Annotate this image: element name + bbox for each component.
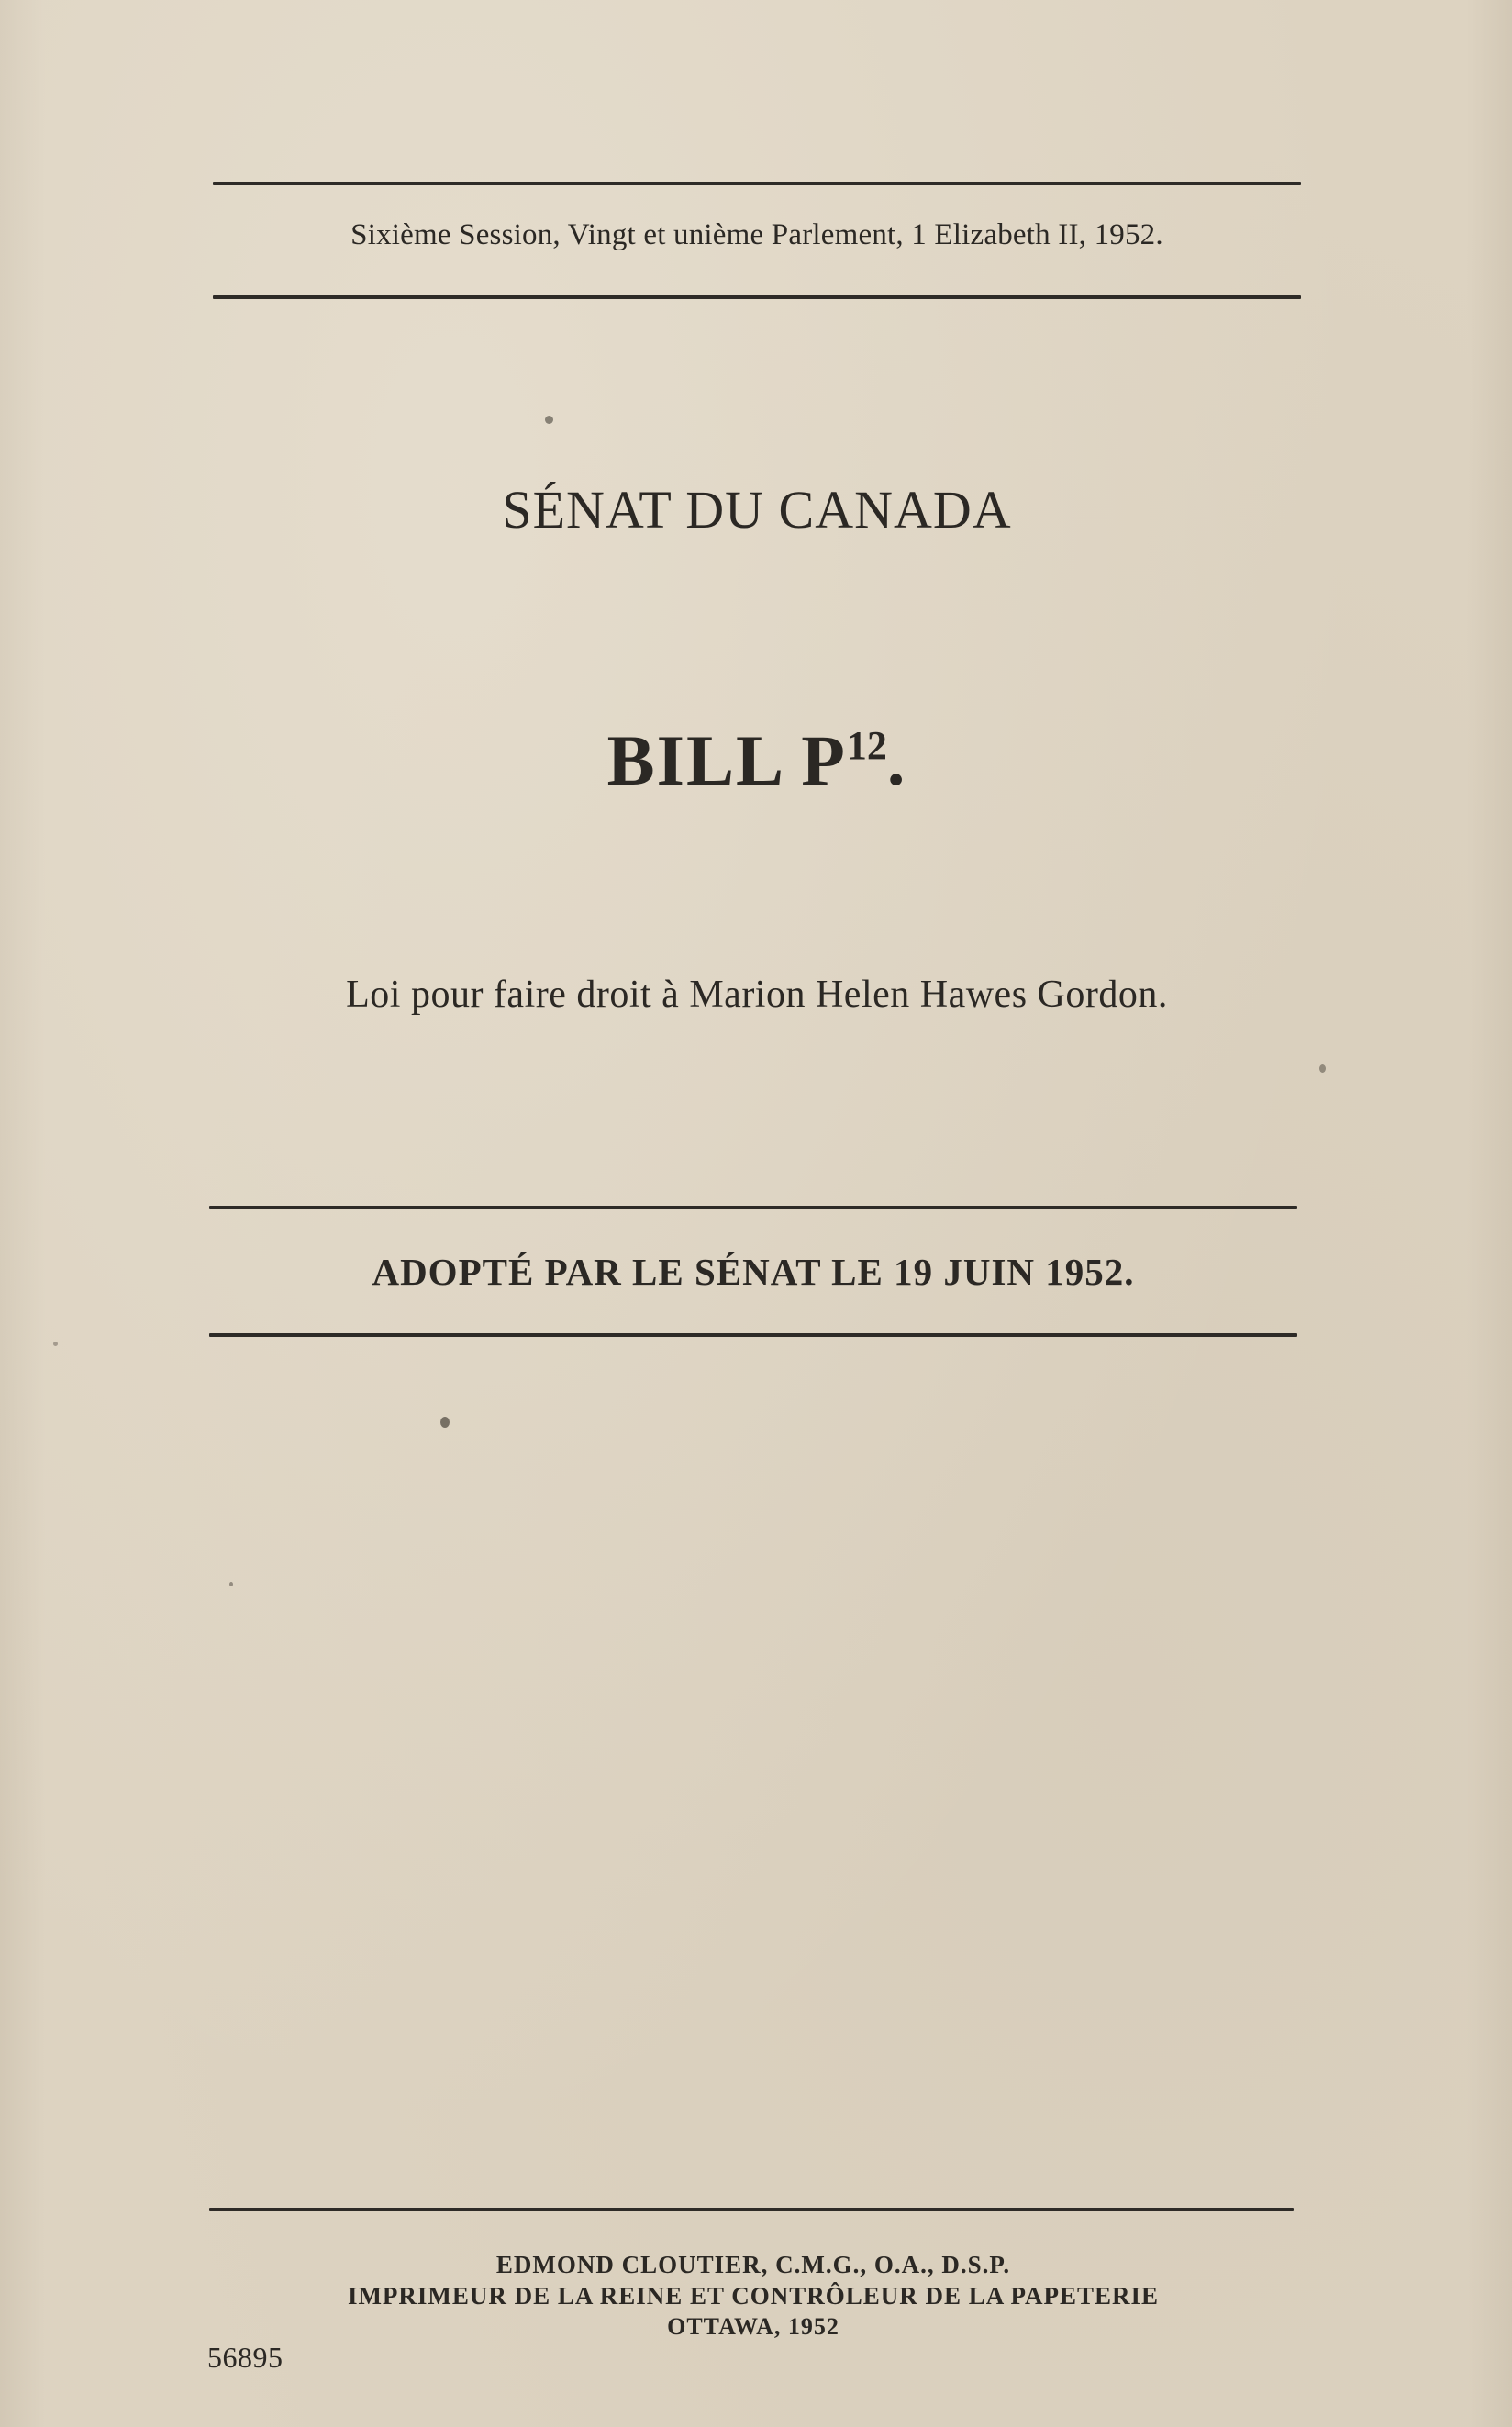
- chamber-heading: SÉNAT DU CANADA: [502, 480, 1012, 540]
- bill-suffix: .: [886, 720, 907, 800]
- top-rule-lower: [213, 295, 1301, 299]
- paper-speck: [229, 1582, 233, 1586]
- paper-speck: [440, 1417, 450, 1428]
- middle-rule-lower: [209, 1333, 1297, 1337]
- bill-label: BILL P: [606, 720, 847, 800]
- printer-office: IMPRIMEUR DE LA REINE ET CONTRÔLEUR DE LA PAPETERIE: [347, 2282, 1160, 2310]
- printer-name: EDMOND CLOUTIER, C.M.G., O.A., D.S.P.: [495, 2251, 1011, 2278]
- bill-number-heading: [213, 719, 1301, 802]
- document-number: 56895: [207, 2341, 284, 2374]
- printer-place: OTTAWA, 1952: [667, 2313, 839, 2340]
- session-line: Sixième Session, Vingt et unième Parlement, 1 Elizabeth II, 1952.: [350, 218, 1163, 251]
- middle-rule-upper: [209, 1206, 1297, 1209]
- bill-title: Loi pour faire droit à Marion Helen Hawes Gordon.: [346, 974, 1168, 1016]
- passed-statement: ADOPTÉ PAR LE SÉNAT LE 19 JUIN 1952.: [372, 1251, 1135, 1293]
- top-rule-upper: [213, 182, 1301, 185]
- footer-rule: [209, 2208, 1294, 2211]
- bill-superscript: 12: [846, 723, 887, 768]
- paper-speck: [1319, 1064, 1326, 1073]
- paper-speck: [545, 416, 553, 424]
- paper-speck: [53, 1342, 58, 1346]
